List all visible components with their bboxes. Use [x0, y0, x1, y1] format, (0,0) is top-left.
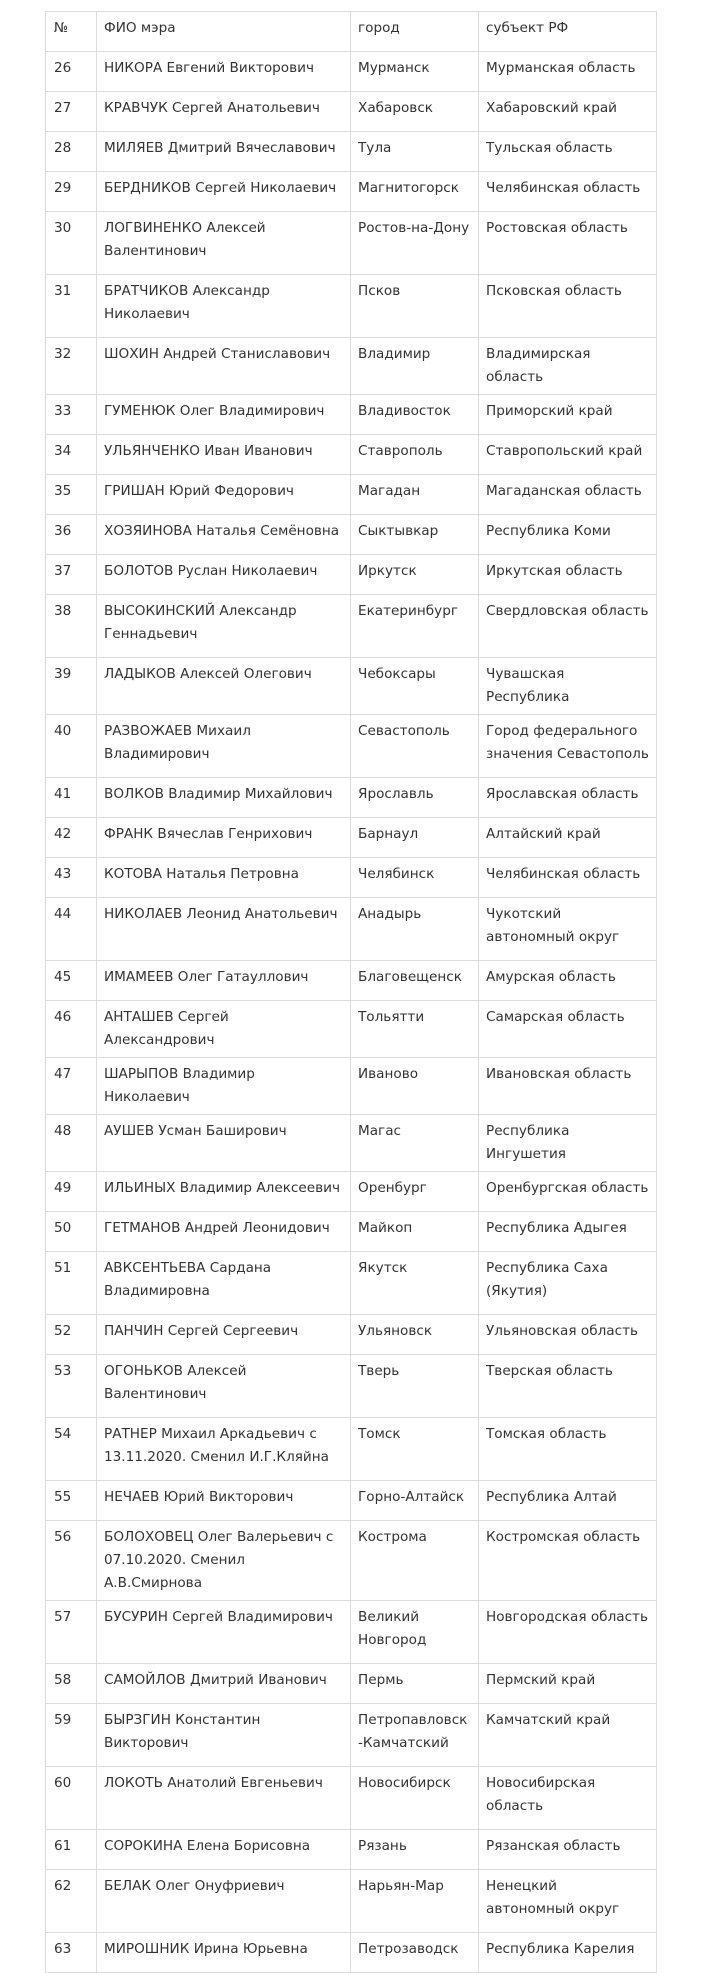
table-row: [46, 658, 657, 715]
city-cell: Новосибирск: [351, 1767, 479, 1830]
row-number-cell: 50: [46, 1212, 97, 1252]
row-number-cell: 44: [46, 898, 97, 961]
row-number-cell: 34: [46, 435, 97, 475]
row-number-cell: 26: [46, 52, 97, 92]
mayor-name-cell: АВКСЕНТЬЕВА Сардана Владимировна: [97, 1252, 351, 1315]
mayor-name-cell: ФРАНК Вячеслав Генрихович: [97, 818, 351, 858]
header-mayor-name: ФИО мэра: [97, 12, 351, 52]
city-cell: Кострома: [351, 1521, 479, 1601]
mayor-name-cell: АУШЕВ Усман Баширович: [97, 1115, 351, 1172]
city-cell: Владивосток: [351, 395, 479, 435]
region-cell: Оренбургская область: [479, 1172, 657, 1212]
city-cell: Пермь: [351, 1664, 479, 1704]
mayors-table: [45, 11, 657, 1973]
region-cell: Город федерального значения Севастополь: [479, 715, 657, 778]
region-cell: Рязанская область: [479, 1830, 657, 1870]
city-cell: Магадан: [351, 475, 479, 515]
table-row: [46, 1830, 657, 1870]
table-row: [46, 1355, 657, 1418]
table-row: [46, 1315, 657, 1355]
region-cell: Ставропольский край: [479, 435, 657, 475]
table-row: [46, 132, 657, 172]
city-cell: Тверь: [351, 1355, 479, 1418]
mayor-name-cell: ПАНЧИН Сергей Сергеевич: [97, 1315, 351, 1355]
mayor-name-cell: НИКОРА Евгений Викторович: [97, 52, 351, 92]
region-cell: Челябинская область: [479, 858, 657, 898]
city-cell: Ульяновск: [351, 1315, 479, 1355]
mayor-name-cell: ХОЗЯИНОВА Наталья Семёновна: [97, 515, 351, 555]
table-row: [46, 1870, 657, 1933]
city-cell: Нарьян-Мар: [351, 1870, 479, 1933]
row-number-cell: 33: [46, 395, 97, 435]
city-cell: Сыктывкар: [351, 515, 479, 555]
row-number-cell: 47: [46, 1058, 97, 1115]
table-row: [46, 1704, 657, 1767]
row-number-cell: 30: [46, 212, 97, 275]
row-number-cell: 55: [46, 1481, 97, 1521]
table-row: [46, 1418, 657, 1481]
region-cell: Ульяновская область: [479, 1315, 657, 1355]
region-cell: Пермский край: [479, 1664, 657, 1704]
city-cell: Благовещенск: [351, 961, 479, 1001]
region-cell: Ненецкий автономный округ: [479, 1870, 657, 1933]
row-number-cell: 45: [46, 961, 97, 1001]
mayor-name-cell: НЕЧАЕВ Юрий Викторович: [97, 1481, 351, 1521]
table-row: [46, 338, 657, 395]
city-cell: Челябинск: [351, 858, 479, 898]
row-number-cell: 46: [46, 1001, 97, 1058]
mayor-name-cell: ШОХИН Андрей Станиславович: [97, 338, 351, 395]
table-row: [46, 1664, 657, 1704]
mayor-name-cell: КОТОВА Наталья Петровна: [97, 858, 351, 898]
region-cell: Челябинская область: [479, 172, 657, 212]
city-cell: Анадырь: [351, 898, 479, 961]
header-city: город: [351, 12, 479, 52]
row-number-cell: 41: [46, 778, 97, 818]
region-cell: Ростовская область: [479, 212, 657, 275]
city-cell: Ростов-на-Дону: [351, 212, 479, 275]
city-cell: Горно-Алтайск: [351, 1481, 479, 1521]
region-cell: Самарская область: [479, 1001, 657, 1058]
mayor-name-cell: РАТНЕР Михаил Аркадьевич с 13.11.2020. Сменил И.Г.Кляйна: [97, 1418, 351, 1481]
city-cell: Магнитогорск: [351, 172, 479, 212]
table-row: [46, 961, 657, 1001]
city-cell: Чебоксары: [351, 658, 479, 715]
table-row: [46, 475, 657, 515]
table-row: [46, 715, 657, 778]
row-number-cell: 40: [46, 715, 97, 778]
city-cell: Иваново: [351, 1058, 479, 1115]
row-number-cell: 60: [46, 1767, 97, 1830]
city-cell: Хабаровск: [351, 92, 479, 132]
mayor-name-cell: КРАВЧУК Сергей Анатольевич: [97, 92, 351, 132]
city-cell: Петропавловск-Камчатский: [351, 1704, 479, 1767]
city-cell: Магас: [351, 1115, 479, 1172]
city-cell: Тольятти: [351, 1001, 479, 1058]
mayor-name-cell: ШАРЫПОВ Владимир Николаевич: [97, 1058, 351, 1115]
row-number-cell: 49: [46, 1172, 97, 1212]
city-cell: Рязань: [351, 1830, 479, 1870]
table-row: [46, 212, 657, 275]
region-cell: Чувашская Республика: [479, 658, 657, 715]
mayor-name-cell: ЛОГВИНЕНКО Алексей Валентинович: [97, 212, 351, 275]
row-number-cell: 54: [46, 1418, 97, 1481]
city-cell: Псков: [351, 275, 479, 338]
region-cell: Томская область: [479, 1418, 657, 1481]
table-row: [46, 172, 657, 212]
table-row: [46, 275, 657, 338]
table-row: [46, 1001, 657, 1058]
table-row: [46, 92, 657, 132]
city-cell: Ставрополь: [351, 435, 479, 475]
region-cell: Республика Алтай: [479, 1481, 657, 1521]
row-number-cell: 32: [46, 338, 97, 395]
table-row: [46, 1481, 657, 1521]
table-row: [46, 1058, 657, 1115]
table-row: [46, 515, 657, 555]
mayor-name-cell: ВОЛКОВ Владимир Михайлович: [97, 778, 351, 818]
table-row: [46, 395, 657, 435]
mayor-name-cell: ЛАДЫКОВ Алексей Олегович: [97, 658, 351, 715]
row-number-cell: 29: [46, 172, 97, 212]
mayors-table-body: [46, 12, 657, 1973]
row-number-cell: 38: [46, 595, 97, 658]
city-cell: Якутск: [351, 1252, 479, 1315]
region-cell: Алтайский край: [479, 818, 657, 858]
city-cell: Мурманск: [351, 52, 479, 92]
mayor-name-cell: БОЛОТОВ Руслан Николаевич: [97, 555, 351, 595]
mayor-name-cell: МИЛЯЕВ Дмитрий Вячеславович: [97, 132, 351, 172]
region-cell: Амурская область: [479, 961, 657, 1001]
row-number-cell: 39: [46, 658, 97, 715]
row-number-cell: 52: [46, 1315, 97, 1355]
table-row: [46, 1252, 657, 1315]
row-number-cell: 63: [46, 1933, 97, 1973]
region-cell: Ярославская область: [479, 778, 657, 818]
table-row: [46, 1933, 657, 1973]
region-cell: Приморский край: [479, 395, 657, 435]
table-row: [46, 818, 657, 858]
city-cell: Майкоп: [351, 1212, 479, 1252]
table-row: [46, 1767, 657, 1830]
region-cell: Мурманская область: [479, 52, 657, 92]
region-cell: Республика Адыгея: [479, 1212, 657, 1252]
mayor-name-cell: УЛЬЯНЧЕНКО Иван Иванович: [97, 435, 351, 475]
table-row: [46, 858, 657, 898]
row-number-cell: 62: [46, 1870, 97, 1933]
table-row: [46, 1601, 657, 1664]
region-cell: Республика Карелия: [479, 1933, 657, 1973]
region-cell: Псковская область: [479, 275, 657, 338]
mayor-name-cell: РАЗВОЖАЕВ Михаил Владимирович: [97, 715, 351, 778]
region-cell: Владимирская область: [479, 338, 657, 395]
city-cell: Владимир: [351, 338, 479, 395]
mayor-name-cell: ИЛЬИНЫХ Владимир Алексеевич: [97, 1172, 351, 1212]
region-cell: Хабаровский край: [479, 92, 657, 132]
mayors-table-container: [45, 11, 656, 1973]
mayor-name-cell: ОГОНЬКОВ Алексей Валентинович: [97, 1355, 351, 1418]
row-number-cell: 53: [46, 1355, 97, 1418]
table-row: [46, 435, 657, 475]
table-row: [46, 1172, 657, 1212]
region-cell: Новосибирская область: [479, 1767, 657, 1830]
city-cell: Великий Новгород: [351, 1601, 479, 1664]
mayor-name-cell: ГЕТМАНОВ Андрей Леонидович: [97, 1212, 351, 1252]
region-cell: Магаданская область: [479, 475, 657, 515]
row-number-cell: 31: [46, 275, 97, 338]
city-cell: Оренбург: [351, 1172, 479, 1212]
mayor-name-cell: МИРОШНИК Ирина Юрьевна: [97, 1933, 351, 1973]
city-cell: Севастополь: [351, 715, 479, 778]
table-row: [46, 898, 657, 961]
row-number-cell: 51: [46, 1252, 97, 1315]
region-cell: Иркутская область: [479, 555, 657, 595]
row-number-cell: 43: [46, 858, 97, 898]
table-row: [46, 595, 657, 658]
mayor-name-cell: БОЛОХОВЕЦ Олег Валерьевич с 07.10.2020. Сменил А.В.Смирнова: [97, 1521, 351, 1601]
table-row: [46, 1115, 657, 1172]
region-cell: Ивановская область: [479, 1058, 657, 1115]
row-number-cell: 27: [46, 92, 97, 132]
row-number-cell: 28: [46, 132, 97, 172]
region-cell: Тверская область: [479, 1355, 657, 1418]
row-number-cell: 57: [46, 1601, 97, 1664]
row-number-cell: 56: [46, 1521, 97, 1601]
header-region: субъект РФ: [479, 12, 657, 52]
city-cell: Томск: [351, 1418, 479, 1481]
row-number-cell: 42: [46, 818, 97, 858]
region-cell: Камчатский край: [479, 1704, 657, 1767]
row-number-cell: 37: [46, 555, 97, 595]
row-number-cell: 58: [46, 1664, 97, 1704]
header-number: №: [46, 12, 97, 52]
mayor-name-cell: ГРИШАН Юрий Федорович: [97, 475, 351, 515]
region-cell: Тульская область: [479, 132, 657, 172]
region-cell: Республика Коми: [479, 515, 657, 555]
mayor-name-cell: ИМАМЕЕВ Олег Гатауллович: [97, 961, 351, 1001]
row-number-cell: 48: [46, 1115, 97, 1172]
mayor-name-cell: БРАТЧИКОВ Александр Николаевич: [97, 275, 351, 338]
region-cell: Свердловская область: [479, 595, 657, 658]
table-row: [46, 1521, 657, 1601]
mayor-name-cell: НИКОЛАЕВ Леонид Анатольевич: [97, 898, 351, 961]
mayor-name-cell: ЛОКОТЬ Анатолий Евгеньевич: [97, 1767, 351, 1830]
city-cell: Иркутск: [351, 555, 479, 595]
region-cell: Новгородская область: [479, 1601, 657, 1664]
mayor-name-cell: СОРОКИНА Елена Борисовна: [97, 1830, 351, 1870]
mayor-name-cell: БУСУРИН Сергей Владимирович: [97, 1601, 351, 1664]
region-cell: Республика Ингушетия: [479, 1115, 657, 1172]
city-cell: Петрозаводск: [351, 1933, 479, 1973]
mayor-name-cell: БЕЛАК Олег Онуфриевич: [97, 1870, 351, 1933]
region-cell: Чукотский автономный округ: [479, 898, 657, 961]
row-number-cell: 36: [46, 515, 97, 555]
table-row: [46, 52, 657, 92]
table-row: [46, 555, 657, 595]
table-row: [46, 1212, 657, 1252]
mayor-name-cell: ГУМЕНЮК Олег Владимирович: [97, 395, 351, 435]
mayor-name-cell: ВЫСОКИНСКИЙ Александр Геннадьевич: [97, 595, 351, 658]
mayor-name-cell: БЫРЗГИН Константин Викторович: [97, 1704, 351, 1767]
mayor-name-cell: БЕРДНИКОВ Сергей Николаевич: [97, 172, 351, 212]
table-header-row: [46, 12, 657, 52]
row-number-cell: 59: [46, 1704, 97, 1767]
mayor-name-cell: САМОЙЛОВ Дмитрий Иванович: [97, 1664, 351, 1704]
city-cell: Барнаул: [351, 818, 479, 858]
row-number-cell: 61: [46, 1830, 97, 1870]
row-number-cell: 35: [46, 475, 97, 515]
mayor-name-cell: АНТАШЕВ Сергей Александрович: [97, 1001, 351, 1058]
region-cell: Костромская область: [479, 1521, 657, 1601]
table-row: [46, 778, 657, 818]
city-cell: Ярославль: [351, 778, 479, 818]
city-cell: Екатеринбург: [351, 595, 479, 658]
region-cell: Республика Саха (Якутия): [479, 1252, 657, 1315]
city-cell: Тула: [351, 132, 479, 172]
